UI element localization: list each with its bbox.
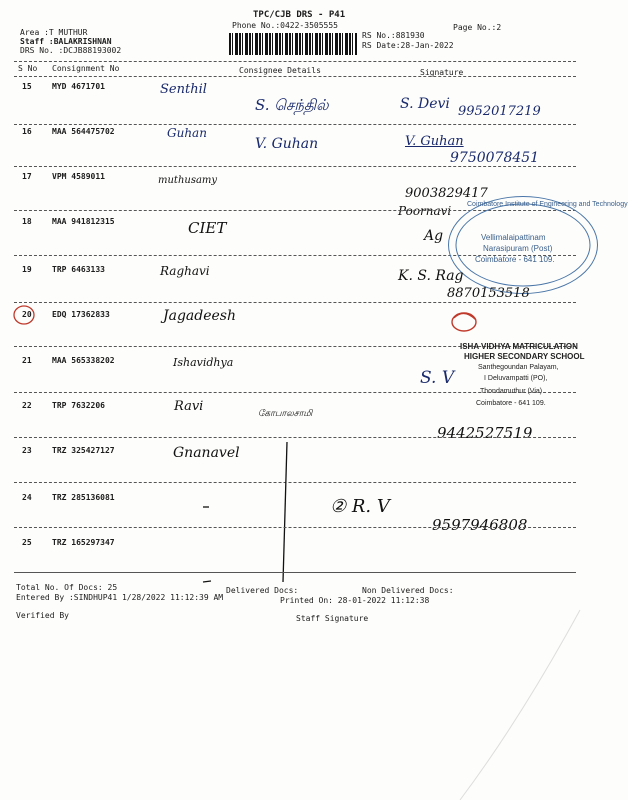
row-number: 20 [22,310,32,319]
printed-on: Printed On: 28-01-2022 11:12:38 [280,596,430,605]
row-divider [14,437,576,438]
school-stamp-line: Thondamuthur (Via) [480,388,543,395]
consignee-name: muthusamy [158,175,218,186]
row-number: 22 [22,401,32,410]
consignee-name: Gnanavel [173,445,240,461]
receiver-phone: 9442527519 [437,424,533,442]
row-number: 24 [22,493,32,502]
row-divider [14,302,576,303]
table-bottom-rule [14,572,576,573]
college-stamp-line: Coimbatore - 641 109. [475,255,555,264]
phone-number: Phone No.:0422-3505555 [232,21,338,30]
receiver-signature: Ag [424,228,444,244]
consignee-extra: S. செந்தில் [255,96,329,114]
row-number: 25 [22,538,32,547]
row-divider [14,392,576,393]
col-consignee: Consignee Details [239,66,321,75]
receiver-phone: 8870153518 [447,286,530,301]
row-number: 21 [22,356,32,365]
school-stamp-line: ISHA VIDHYA MATRICULATION [460,342,578,351]
area-label: Area :T MUTHUR [20,28,88,37]
school-stamp-line: Coimbatore - 641 109. [476,400,546,407]
receiver-signature: K. S. Rag [398,268,464,284]
receiver-signature: Poornavi [398,204,452,218]
receiver-signature: S. V [420,368,455,388]
consignee-name: Raghavi [160,264,210,278]
school-stamp-line: HIGHER SECONDARY SCHOOL [464,352,585,361]
verified-by: Verified By [16,611,69,620]
receiver-phone: 9750078451 [450,150,540,166]
receiver-phone: 9003829417 [405,186,488,201]
row-divider [14,166,576,167]
drs-number: DRS No. :DCJB88193002 [20,46,122,55]
school-stamp-line: I Deluvampatti (PO), [484,375,548,382]
row-number: 15 [22,82,32,91]
col-signature: Signature [420,68,464,77]
consignee-name: Jagadeesh [163,308,237,324]
consignee-name: Ravi [174,399,204,414]
hand-drawn-line [195,440,305,590]
row-divider [14,527,576,528]
col-consignment: Consignment No [52,64,120,73]
rs-number: RS No.:881930 [362,31,425,40]
total-docs: Total No. Of Docs: 25 [16,583,118,592]
consignment-number: VPM 4589011 [52,172,105,181]
school-stamp-line: Santhegoundan Palayam, [478,364,559,371]
consignment-number: MAA 941812315 [52,217,115,226]
college-stamp-arc: Coimbatore Institute of Engineering and Technology [467,201,628,208]
consignment-number: TRZ 285136081 [52,493,115,502]
delivered-docs: Delivered Docs: [226,586,299,595]
row-number: 23 [22,446,32,455]
consignment-number: EDQ 17362833 [52,310,110,319]
non-delivered-docs: Non Delivered Docs: [362,586,454,595]
row-number: 18 [22,217,32,226]
row-number: 16 [22,127,32,136]
staff-label: Staff :BALAKRISHNAN [20,37,112,46]
consignment-number: TRZ 325427127 [52,446,115,455]
consignee-extra: V. Guhan [255,136,319,152]
entered-by: Entered By :SINDHUP41 1/28/2022 11:12:39 AM [16,593,224,602]
consignee-name: Ishavidhya [173,356,234,369]
row-number: 17 [22,172,32,181]
red-scribble-mark [446,306,486,336]
school-stamp [454,342,596,416]
page-number: Page No.:2 [453,23,502,32]
col-sno: S No [18,64,38,73]
document-title: TPC/CJB DRS - P41 [253,10,346,20]
header-rule-bottom [14,76,576,77]
receiver-signature: V. Guhan [405,134,464,149]
college-stamp-line: Vellimalaipattinam [481,233,546,242]
row-divider [14,124,576,125]
college-stamp [448,196,628,294]
consignment-number: MAA 564475702 [52,127,115,136]
receiver-phone: 9597946808 [432,516,528,534]
row-number: 19 [22,265,32,274]
consignment-number: MAA 565338202 [52,356,115,365]
receiver-signature: S. Devi [400,96,450,112]
college-stamp-line: Narasipuram (Post) [483,244,553,253]
staff-signature: Staff Signature [296,614,369,623]
rs-date: RS Date:28-Jan-2022 [362,41,454,50]
header-rule-top [14,61,576,62]
receiver-signature: ② R. V [330,496,390,517]
scan-fold-line [460,600,600,800]
consignee-name: CIET [188,219,227,237]
consignment-number: MYD 4671701 [52,82,105,91]
receiver-phone: 9952017219 [458,104,541,119]
consignee-name: Guhan [167,126,207,140]
consignment-number: TRP 7632206 [52,401,105,410]
consignee-name: Senthil [160,82,207,97]
consignment-number: TRP 6463133 [52,265,105,274]
consignee-extra: கோபாலசாமி [258,409,313,419]
barcode [229,33,357,55]
consignment-number: TRZ 165297347 [52,538,115,547]
